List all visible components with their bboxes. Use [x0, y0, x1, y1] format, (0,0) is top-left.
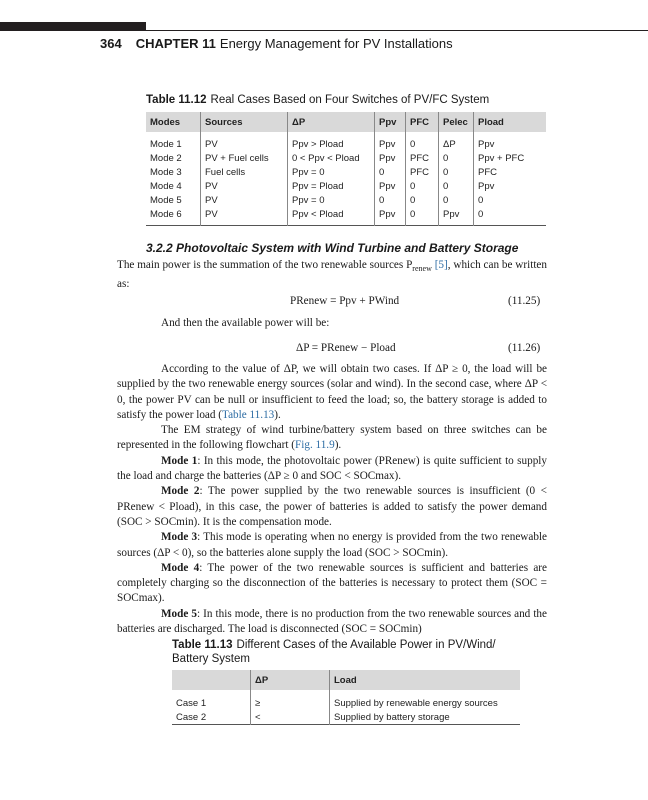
table2-caption-text: Different Cases of the Available Power in PV/Wind/ Battery System [172, 639, 496, 665]
table-cell: 0 [439, 179, 474, 193]
table-cell: PFC [406, 151, 439, 165]
mode-paragraph: Mode 1: In this mode, the photovoltaic power (PRenew) is quite sufficient to supply the load and charge the batteries (ΔP ≥ 0 and SOC < SOCmax). [117, 454, 547, 483]
table-cell: Ppv [375, 151, 406, 165]
table-cell: Ppv [375, 207, 406, 226]
mode-paragraph: Mode 2: The power supplied by the two renewable sources is insufficient (0 < PRenew < Pload), in this case, the power of batteries is added to satisfy the power demand (SOC > SOCmin). It is the compensation mode. [117, 485, 547, 528]
col-header: ΔP [251, 670, 330, 690]
table-cell: 0 [439, 151, 474, 165]
table-cell: < [251, 710, 330, 725]
table-cell: ΔP [439, 132, 474, 151]
citation-link[interactable]: [5] [434, 259, 448, 271]
table-cell: PFC [474, 165, 547, 179]
equation-number: (11.25) [508, 295, 541, 307]
table-cell: 0 [406, 193, 439, 207]
equation-number: (11.26) [508, 342, 541, 354]
col-header: Load [330, 670, 521, 690]
table-cell: 0 [474, 207, 547, 226]
table-cell: Fuel cells [201, 165, 288, 179]
page-number: 364 [100, 36, 122, 51]
table-cell: Supplied by battery storage [330, 710, 521, 725]
table-cell: Ppv = Pload [288, 179, 375, 193]
table-cell: Ppv [474, 179, 547, 193]
table-cell: 0 [439, 193, 474, 207]
col-header: Modes [146, 112, 201, 132]
col-header: ΔP [288, 112, 375, 132]
table-cell: Mode 6 [150, 208, 182, 220]
table-cell: Ppv [474, 132, 547, 151]
table-cell: PV + Fuel cells [201, 151, 288, 165]
chapter-label: CHAPTER 11 [135, 36, 216, 51]
table-cell: PV [201, 193, 288, 207]
table-cell: Mode 3 [150, 166, 182, 178]
table-11-12 [146, 112, 546, 226]
table-cell: PV [201, 132, 288, 151]
table-cell: 0 [375, 165, 406, 179]
table-cell: 0 [375, 193, 406, 207]
col-header: Pelec [439, 112, 474, 132]
mode-paragraph: Mode 4: The power of the two renewable sources is sufficient and batteries are completely charging so the disconnection of the batteries is necessary to protect them (SOC = SOCmax). [117, 561, 547, 605]
table-cell: PV [201, 179, 288, 193]
header-bar [0, 22, 146, 31]
table-row [146, 193, 546, 207]
mode-paragraph: Mode 5: In this mode, there is no production from the two renewable sources and the batteries are discharged. The load is disconnected (SOC = SOCmin) [117, 607, 547, 636]
table-cell: Ppv [375, 179, 406, 193]
table1-caption-label: Table 11.12 [146, 94, 207, 106]
table-cell: Ppv = 0 [288, 165, 375, 179]
table-cell: 0 [406, 179, 439, 193]
table1-caption-text: Real Cases Based on Four Switches of PV/FC System [210, 94, 490, 106]
table-cell: Ppv [375, 132, 406, 151]
table-cell: Case 2 [176, 711, 207, 723]
section-heading: 3.2.2 Photovoltaic System with Wind Turbine and Battery Storage [146, 241, 519, 255]
table-cell: ≥ [251, 690, 330, 710]
table-cell: PFC [406, 165, 439, 179]
running-header [100, 36, 453, 51]
table2-caption [172, 638, 512, 666]
table-cell: 0 [474, 193, 547, 207]
table-cell: 0 [406, 207, 439, 226]
main-text: According to the value of ΔP, we will obtain two cases. If ΔP ≥ 0, the load will be supplied by the two renewable energy sources (solar and wind). In the second case, where ΔP < 0, the power PV can be null or insufficient to feed the load; so, the battery storage is added to satisfy the power load (Table 11.13). The EM strategy of wind turbine/battery system based on three switches can be represented in the following flowchart (Fig. 11.9). Mode 1: In this mode, the photovoltaic power (PRenew) is quite sufficient to supply the load and charge the batteries (ΔP ≥ 0 and SOC < SOCmax). Mode 2: The power supplied by the two renewable sources is insufficient (0 < PRenew < Pload), in this case, the power of batteries is added to satisfy the power demand (SOC > SOCmin). It is the compensation mode. Mode 3: This mode is operating when no energy is provided from the two renewable sources (ΔP < 0), so the batteries alone supply the load (SOC > SOCmin). Mode 4: The power of the two renewable sources is sufficient and batteries are completely charging so the disconnection of the batteries is necessary to protect them (SOC = SOCmax). Mode 5: In this mode, there is no production from the two renewable sources and the batteries are discharged. The load is disconnected (SOC = SOCmin) [117, 362, 547, 637]
table-row [172, 710, 520, 725]
table-row [172, 690, 520, 710]
equation-11-26: ΔP = PRenew − Pload [296, 342, 396, 354]
table-cell: 0 [406, 132, 439, 151]
table-cell: 0 [439, 165, 474, 179]
table-11-13 [172, 670, 520, 725]
table-cell: Mode 5 [150, 194, 182, 206]
table-row [146, 132, 546, 151]
table-cell: Case 1 [176, 697, 207, 709]
equation-11-25: PRenew = Ppv + PWind [290, 295, 400, 307]
chapter-title: Energy Management for PV Installations [219, 36, 453, 51]
table-cell: Ppv > Pload [288, 132, 375, 151]
header-rule [146, 30, 648, 31]
table-cell: Ppv + PFC [474, 151, 547, 165]
table-cell: Supplied by renewable energy sources [330, 690, 521, 710]
table-row [146, 165, 546, 179]
col-header: PFC [406, 112, 439, 132]
paragraph-intro: The main power is the summation of the two renewable sources $P_{renew}$ [5], which can be written as: [117, 259, 547, 290]
table2-caption-label: Table 11.13 [172, 639, 233, 651]
table-cell: Ppv [439, 207, 474, 226]
col-header [172, 670, 251, 690]
col-header: Pload [474, 112, 547, 132]
col-header: Ppv [375, 112, 406, 132]
table-cell: Mode 4 [150, 180, 182, 192]
figure-reference-link[interactable]: Fig. 11.9 [295, 439, 335, 452]
table-row [146, 179, 546, 193]
table-cell: Mode 1 [150, 138, 182, 150]
table-row [146, 151, 546, 165]
mode-paragraph: Mode 3: This mode is operating when no energy is provided from the two renewable sources (ΔP < 0), so the batteries alone supply the load (SOC > SOCmin). [117, 531, 547, 559]
table-row [146, 207, 546, 226]
table-cell: 0 < Ppv < Pload [288, 151, 375, 165]
paragraph-then: And then the available power will be: [161, 317, 330, 329]
table-cell: Ppv = 0 [288, 193, 375, 207]
table-cell: Ppv < Pload [288, 207, 375, 226]
table1-caption [146, 94, 489, 106]
col-header: Sources [201, 112, 288, 132]
table-cell: PV [201, 207, 288, 226]
table-cell: Mode 2 [150, 152, 182, 164]
table-reference-link[interactable]: Table 11.13 [222, 408, 275, 421]
